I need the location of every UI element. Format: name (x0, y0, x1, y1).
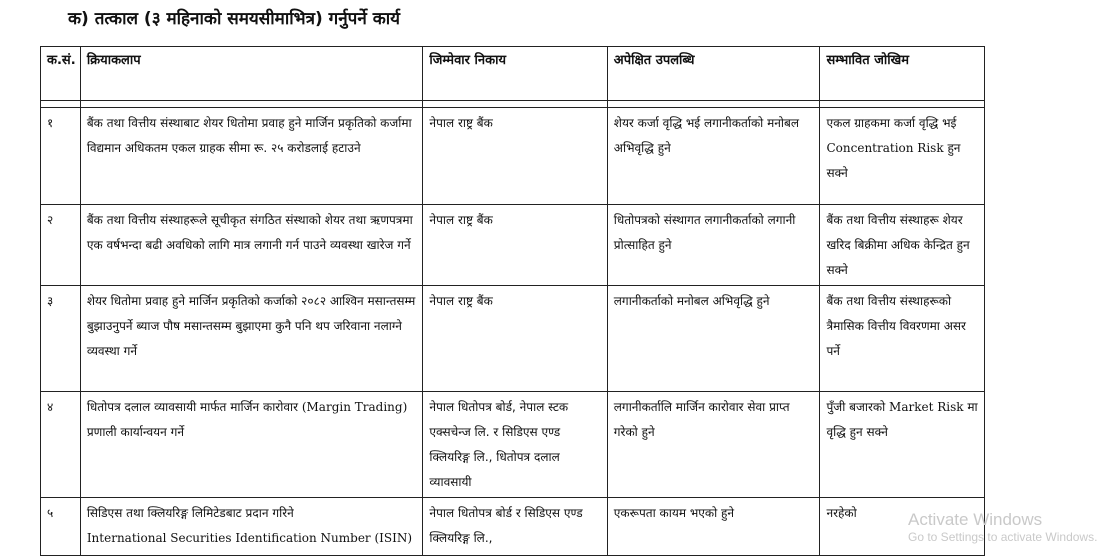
cell-risk: बैंक तथा वित्तीय संस्थाहरू शेयर खरिद बिक्रीमा अधिक केन्द्रित हुन सक्ने (820, 205, 985, 286)
table-row (41, 498, 985, 556)
risk-text-end: हुन सक्ने (826, 141, 961, 180)
cell-activity: बैंक तथा वित्तीय संस्थाबाट शेयर धितोमा प्रवाह हुने मार्जिन प्रकृतिको कर्जामा विद्यमान अधिकतम एकल ग्राहक सीमा रू. २५ करोडलाई हटाउने (80, 108, 423, 205)
spacer-cell (80, 101, 423, 108)
header-sn: क.सं. (41, 47, 81, 101)
cell-activity (80, 498, 423, 556)
header-outcome: अपेक्षित उपलब्धि (607, 47, 820, 101)
activity-latin-text: International Securities Identification Number (ISIN) (86, 531, 413, 545)
cell-risk: बैंक तथा वित्तीय संस्थाहरूको त्रैमासिक वित्तीय विवरणमा असर पर्ने (820, 286, 985, 392)
header-activity: क्रियाकलाप (80, 47, 423, 101)
cell-sn: २ (41, 205, 81, 286)
spacer-cell (41, 101, 81, 108)
risk-text: एकल ग्राहकमा कर्जा वृद्धि भई (826, 116, 957, 130)
cell-risk (820, 108, 985, 205)
activity-text: सिडिएस तथा क्लियरिङ्ग लिमिटेडबाट प्रदान गरिने (86, 506, 294, 520)
cell-sn: १ (41, 108, 81, 205)
section-heading: क) तत्काल (३ महिनाको समयसीमाभित्र) गर्नुपर्ने कार्य (68, 9, 401, 29)
watermark-title: Activate Windows (908, 510, 1043, 529)
cell-sn: ५ (41, 498, 81, 556)
cell-outcome: लगानीकर्ताको मनोबल अभिवृद्धि हुने (607, 286, 820, 392)
cell-responsible: नेपाल धितोपत्र बोर्ड, नेपाल स्टक एक्सचेन्ज लि. र सिडिएस एण्ड क्लियरिङ्ग लि., धितोपत्र दलाल व्यावसायी (423, 392, 607, 498)
cell-activity: बैंक तथा वित्तीय संस्थाहरूले सूचीकृत संगठित संस्थाको शेयर तथा ऋणपत्रमा एक वर्षभन्दा बढी अवधिको लागि मात्र लगानी गर्न पाउने व्यवस्था खारेज गर्ने (80, 205, 423, 286)
cell-outcome: लगानीकर्तालि मार्जिन कारोवार सेवा प्राप्त गरेको हुने (607, 392, 820, 498)
cell-risk (820, 392, 985, 498)
cell-activity: शेयर धितोमा प्रवाह हुने मार्जिन प्रकृतिको कर्जाको २०८२ आश्विन मसान्तसम्म बुझाउनुपर्ने ब्याज पौष मसान्तसम्म बुझाएमा कुनै पनि थप जरिवाना नलाग्ने व्यवस्था गर्ने (80, 286, 423, 392)
activity-text-end: प्रणाली कार्यान्वयन गर्ने (86, 425, 184, 439)
activate-windows-watermark (908, 510, 1097, 544)
table-row (41, 108, 985, 205)
spacer-cell (820, 101, 985, 108)
risk-text: पुँजी बजारको (826, 400, 890, 414)
activity-latin-text: (Margin Trading) (301, 400, 408, 414)
cell-outcome: शेयर कर्जा वृद्धि भई लगानीकर्ताको मनोबल अभिवृद्धि हुने (607, 108, 820, 205)
spacer-cell (423, 101, 607, 108)
cell-outcome: धितोपत्रको संस्थागत लगानीकर्ताको लगानी प्रोत्साहित हुने (607, 205, 820, 286)
risk-latin-text: Market Risk (889, 400, 964, 414)
cell-responsible: नेपाल राष्ट्र बैंक (423, 286, 607, 392)
risk-text-end: मा वृद्धि हुन सक्ने (826, 400, 978, 439)
action-plan-table (40, 46, 985, 556)
spacer-cell (607, 101, 820, 108)
table-row (41, 392, 985, 498)
header-responsible: जिम्मेवार निकाय (423, 47, 607, 101)
cell-sn: ४ (41, 392, 81, 498)
header-risk: सम्भावित जोखिम (820, 47, 985, 101)
table-row (41, 205, 985, 286)
cell-risk: नरहेको (820, 498, 985, 556)
cell-outcome: एकरूपता कायम भएको हुने (607, 498, 820, 556)
table-spacer-row (41, 101, 985, 108)
cell-responsible: नेपाल धितोपत्र बोर्ड र सिडिएस एण्ड क्लियरिङ्ग लि., (423, 498, 607, 556)
cell-sn: ३ (41, 286, 81, 392)
watermark-subtitle: Go to Settings to activate Windows. (908, 530, 1097, 544)
table-row (41, 286, 985, 392)
table-header-row (41, 47, 985, 101)
risk-latin-text: Concentration Risk (826, 141, 944, 155)
activity-text: धितोपत्र दलाल व्यावसायी मार्फत मार्जिन कारोवार (86, 400, 302, 414)
cell-responsible: नेपाल राष्ट्र बैंक (423, 205, 607, 286)
cell-activity (80, 392, 423, 498)
cell-responsible: नेपाल राष्ट्र बैंक (423, 108, 607, 205)
